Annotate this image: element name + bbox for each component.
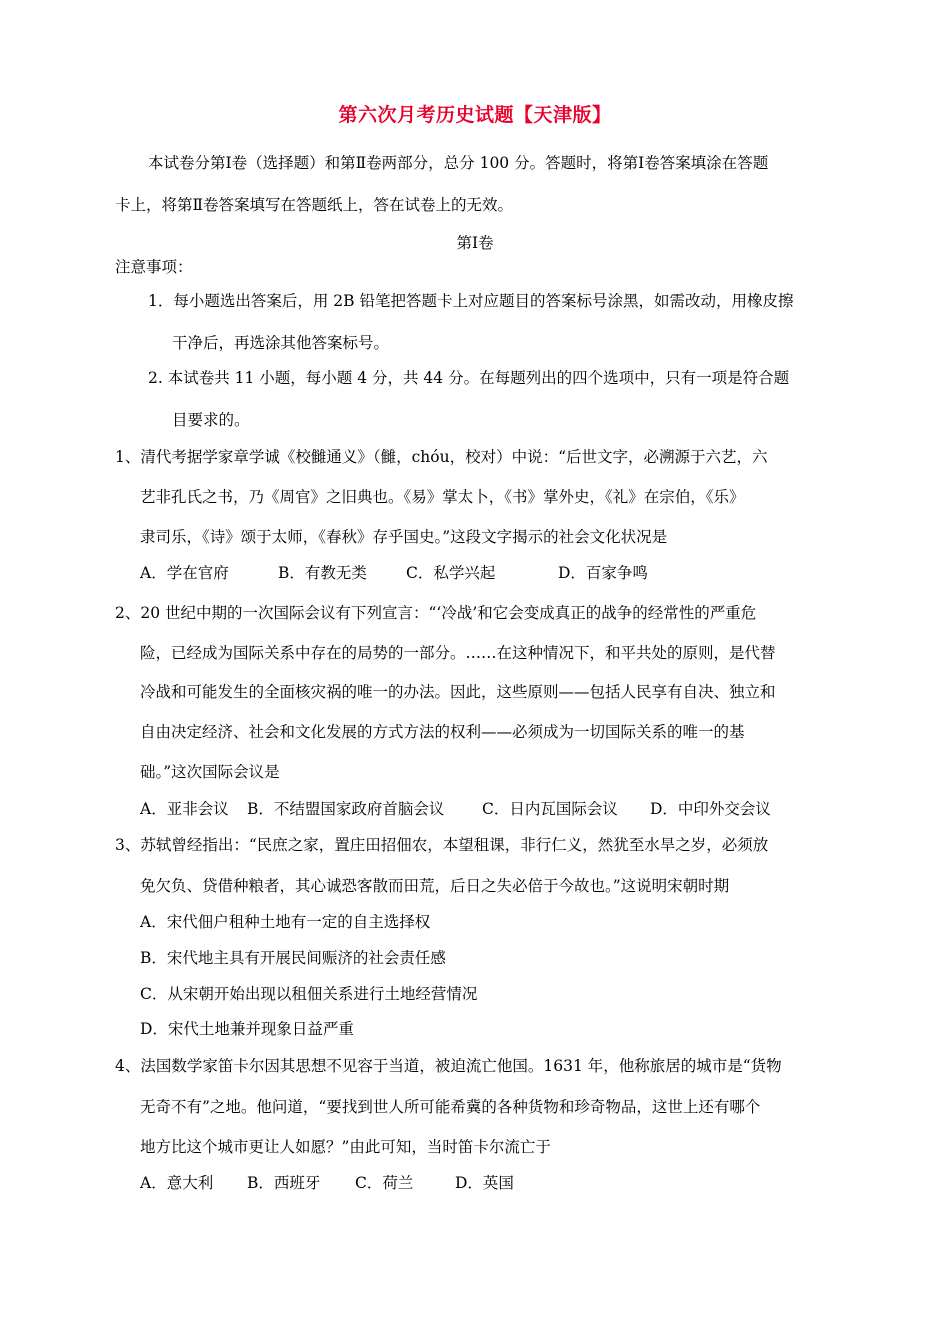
section-title: 第Ⅰ卷 (456, 234, 494, 252)
q2-line-5: 础。”这次国际会议是 (140, 763, 280, 781)
q1-options (140, 563, 648, 583)
q4-option-c: C．荷兰 (355, 1174, 414, 1192)
q4-option-d: D．英国 (455, 1174, 514, 1192)
intro-line-1: 本试卷分第Ⅰ卷（选择题）和第Ⅱ卷两部分，总分 100 分。答题时，将第Ⅰ卷答案填涂在答题 (148, 154, 769, 172)
q1-option-d: D．百家争鸣 (558, 564, 648, 582)
notice-item-2-line-2: 目要求的。 (172, 411, 250, 429)
q4-options (140, 1173, 514, 1193)
q2-line-3: 冷战和可能发生的全面核灾祸的唯一的办法。因此，这些原则——包括人民享有自决、独立和 (140, 683, 776, 701)
notice-item-1-line-2: 干净后，再选涂其他答案标号。 (172, 334, 390, 352)
q3-option-b: B．宋代地主具有开展民间赈济的社会责任感 (140, 949, 446, 967)
notice-heading: 注意事项： (115, 258, 193, 276)
q2-option-b: B．不结盟国家政府首脑会议 (247, 800, 445, 818)
notice-item-2-line-1: 2. 本试卷共 11 小题，每小题 4 分，共 44 分。在每题列出的四个选项中，只有一项是符合题 (148, 369, 790, 387)
q3-line-2: 免欠负、贷借种粮者，其心诚恐客散而田荒，后日之失必倍于今故也。”这说明宋朝时期 (140, 877, 730, 895)
q2-option-a: A．亚非会议 (140, 800, 229, 818)
q1-line-2: 艺非孔氏之书，乃《周官》之旧典也。《易》掌太卜，《书》掌外史，《礼》在宗伯，《乐》 (140, 488, 745, 506)
q1-option-a: A．学在官府 (140, 564, 229, 582)
q2-option-c: C．日内瓦国际会议 (482, 800, 618, 818)
q3-option-a: A．宋代佃户租种土地有一定的自主选择权 (140, 913, 431, 931)
q1-line-3: 隶司乐，《诗》颂于太师，《春秋》存乎国史。”这段文字揭示的社会文化状况是 (140, 528, 668, 546)
q2-line-1: 2、20 世纪中期的一次国际会议有下列宣言：“‘冷战’和它会变成真正的战争的经常性的严重危 (115, 604, 757, 622)
q4-option-a: A．意大利 (140, 1174, 214, 1192)
q1-option-c: C．私学兴起 (406, 564, 496, 582)
q1-line-1: 1、清代考据学家章学诚《校雠通义》（雠，chóu，校对）中说：“后世文字，必溯源于六艺，六 (115, 448, 768, 466)
intro-line-2: 卡上，将第Ⅱ卷答案填写在答题纸上，答在试卷上的无效。 (115, 196, 514, 214)
q2-options (140, 799, 771, 819)
q4-line-3: 地方比这个城市更让人如愿？”由此可知，当时笛卡尔流亡于 (140, 1138, 551, 1156)
page-title: 第六次月考历史试题【天津版】 (338, 104, 612, 126)
q1-option-b: B．有教无类 (278, 564, 367, 582)
q2-line-2: 险，已经成为国际关系中存在的局势的一部分。……在这种情况下，和平共处的原则，是代替 (140, 644, 776, 662)
q3-line-1: 3、苏轼曾经指出：“民庶之家，置庄田招佃农，本望租课，非行仁义，然犹至水旱之岁，必须放 (115, 836, 769, 854)
notice-item-1-line-1: 1．每小题选出答案后，用 2B 铅笔把答题卡上对应题目的答案标号涂黑，如需改动，用橡皮擦 (148, 292, 794, 310)
q4-option-b: B．西班牙 (247, 1174, 321, 1192)
q4-line-1: 4、法国数学家笛卡尔因其思想不见容于当道，被迫流亡他国。1631 年，他称旅居的城市是“货物 (115, 1057, 782, 1075)
q4-line-2: 无奇不有”之地。他问道，“要找到世人所可能希冀的各种货物和珍奇物品，这世上还有哪个 (140, 1098, 761, 1116)
q3-option-c: C．从宋朝开始出现以租佃关系进行土地经营情况 (140, 985, 478, 1003)
q2-line-4: 自由决定经济、社会和文化发展的方式方法的权利——必须成为一切国际关系的唯一的基 (140, 723, 745, 741)
q3-option-d: D．宋代土地兼并现象日益严重 (140, 1020, 354, 1038)
q2-option-d: D．中印外交会议 (650, 800, 771, 818)
